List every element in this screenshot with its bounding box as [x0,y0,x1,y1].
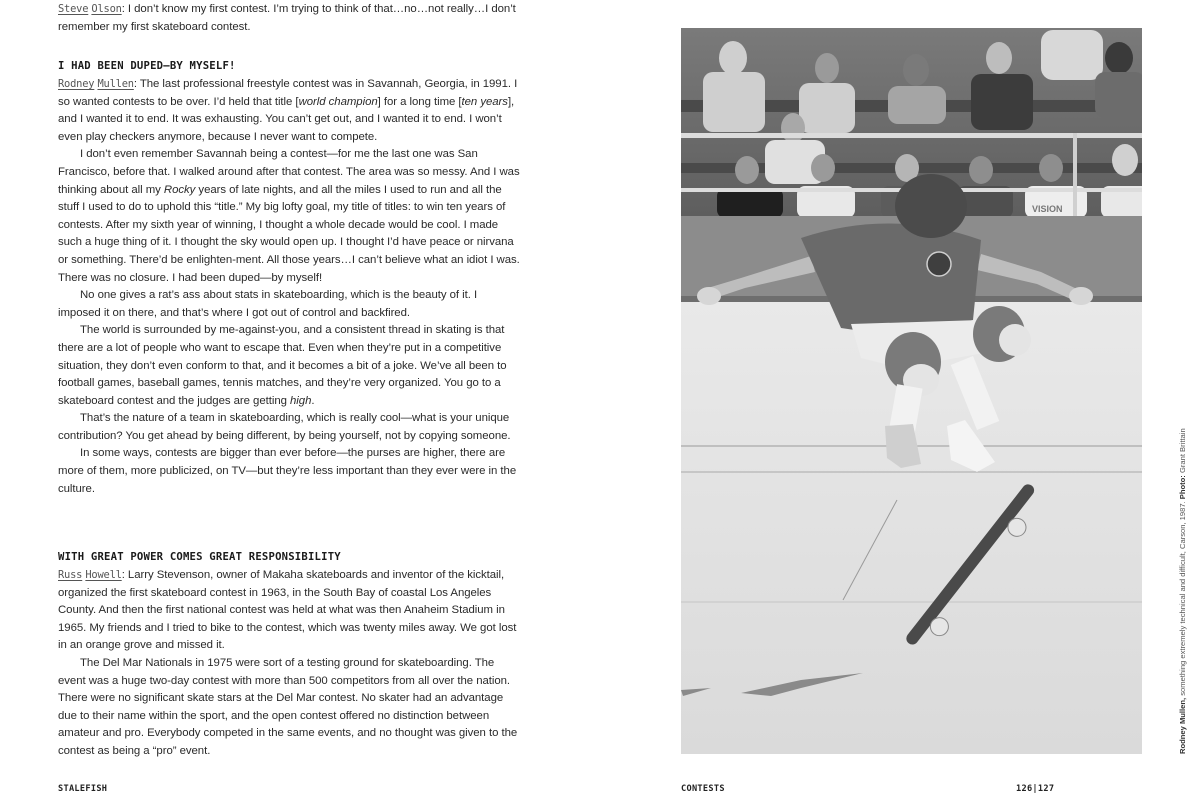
intro-paragraph: Steve Olson: I don’t know my first contest. I’m trying to think of that…no…not really…I don’t remember my first skateboard contest. [58,3,516,33]
section-heading: WITH GREAT POWER COMES GREAT RESPONSIBILITY [58,551,341,563]
speaker-name: Steve [58,3,89,15]
speaker-name: Russ [58,569,83,581]
running-footer-section: CONTESTS [681,784,725,794]
body-paragraph: The world is surrounded by me-against-you, and a consistent thread in skating is that there are a lot of people who want to escape that. Even when they’re put in a competitive situation, they don’t even conform to that, and it becomes a bit of a joke. We’ve all been to football games, baseball games, tennis matches, and they’re very organized. You go to a skateboard contest and the judges are getting high. [58,324,507,407]
speaker-name: Mullen [97,78,134,90]
page-numbers: 126|127 [1016,784,1055,794]
body-paragraph: The Del Mar Nationals in 1975 were sort of a testing ground for skateboarding. The event was a huge two-day contest with more than 500 competitors from all over the nation. There were no significant skate stars at the Del Mar contest. No skater had an advantage due to their name within the sport, and the open contest offered no distinction between amateur and pro. Everybody competed in the same events, and no thought was given to the contest as being a “pro” event. [58,656,518,757]
skate-photo [681,28,1142,754]
speaker-name: Howell [85,569,122,581]
body-paragraph: I don’t even remember Savannah being a contest—for me the last one was San Francisco, before that. I walked around after that contest. The area was so messy. And I was thinking about all my Rocky years of late nights, and all the miles I used to run and all the stuff I used to do to uphold this “title.” My big lofty goal, my title of titles: to win ten years of contests. After my sixth year of winning, I thought a whole decade would be cool. I made such a huge thing of it. I thought the sky would open up. I thought I’d have peace or nirvana or something. There’d be enlighten-ment. All those years…I can’t believe what an idiot I was. There was no closure. I had been duped—by myself! [58,148,520,284]
photo-caption: Rodney Mullen, something extremely technical and difficult, Carson, 1987. Photo: Grant Brittain [1178,428,1187,754]
left-page [58,0,520,812]
body-paragraph: Rodney Mullen: The last professional freestyle contest was in Savannah, Georgia, in 1991. I so wanted contests to be over. I’d held that title [world champion] for a long time [ten years], and I wanted it to end. It was exhausting. You can’t get out, and I wanted it to end. I won’t even play checkers anymore, because I never want to compete. [58,78,518,143]
body-paragraph: In some ways, contests are bigger than ever before—the purses are higher, there are more of them, more publicized, on TV—but they’re less important than they ever were in the culture. [58,447,517,495]
body-paragraph: That’s the nature of a team in skateboarding, which is really cool—what is your unique contribution? You get ahead by being different, by being yourself, not by copying someone. [58,412,511,442]
svg-text:VISION: VISION [1032,204,1063,214]
running-footer-title: STALEFISH [58,784,108,794]
speaker-name: Rodney [58,78,95,90]
body-paragraph: Russ Howell: Larry Stevenson, owner of Makaha skateboards and inventor of the kicktail, organized the first skateboard contest in 1963, in the South Bay of coastal Los Angeles County. And then the first national contest was held at what was then Anaheim Stadium in 1965. My friends and I tried to bike to the contest, which was twenty miles away. We got lost in an orange grove and missed it. [58,569,517,652]
body-paragraph: No one gives a rat’s ass about stats in skateboarding, which is the beauty of it. I imposed it on there, and that’s where I got out of control and backfired. [58,289,478,319]
section-heading: I HAD BEEN DUPED—BY MYSELF! [58,60,236,72]
speaker-name: Olson [91,3,122,15]
